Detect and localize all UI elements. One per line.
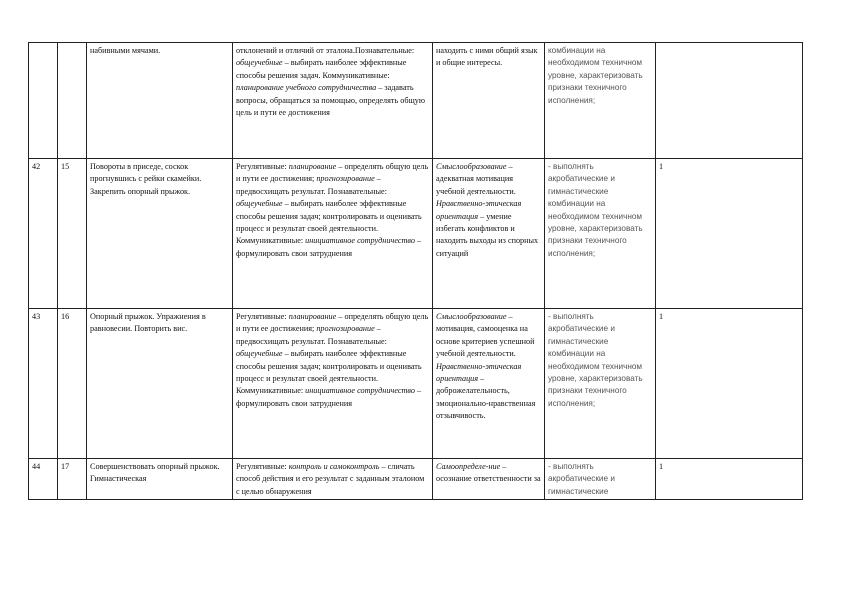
uud-regulatory-cell-segment: – предвосхищать результат. Познавательные: [236, 324, 387, 346]
personal-results-cell-segment: – адекватная мотивация учебной деятельности. [436, 162, 516, 196]
hours-cell: 1 [656, 309, 803, 459]
personal-results-cell-segment: Смыслообразование [436, 312, 507, 321]
uud-regulatory-cell-segment: инициативное сотрудничество [305, 386, 415, 396]
subject-skills-cell: - выполнять акробатические и гимнастические комбинации на необходимом техничном уровне, характеризовать признаки техничного исполнения; [545, 309, 656, 459]
table-row [29, 159, 803, 309]
uud-regulatory-cell-segment: Регулятивные: [236, 462, 289, 471]
table-row [29, 459, 803, 500]
row-number-cell [29, 43, 58, 159]
personal-results-cell [433, 459, 545, 500]
uud-regulatory-cell-segment: контроль и самоконтроль [288, 462, 380, 471]
hours-cell [656, 43, 803, 159]
personal-results-cell-segment: – умение избегать конфликтов и находить выходы из спорных ситуаций [436, 211, 539, 258]
uud-regulatory-cell-segment: – сличать способ действия и его результат с заданным эталоном с целью обнаружения [236, 462, 425, 496]
personal-results-cell [433, 43, 545, 159]
uud-regulatory-cell-segment: – предвосхищать результат. Познавательные: [236, 174, 387, 196]
personal-results-cell [433, 159, 545, 309]
uud-regulatory-cell-segment: Познавательные: [354, 46, 415, 55]
uud-regulatory-cell-segment: – задавать вопросы, обращаться за помощью, определять общую цель и пути ее достижения [236, 83, 426, 118]
uud-regulatory-cell-segment: общеучебные [236, 199, 283, 209]
personal-results-cell [433, 309, 545, 459]
subject-skills-cell: - выполнять акробатические и гимнастические [545, 459, 656, 500]
uud-regulatory-cell [233, 459, 433, 500]
table-body [29, 43, 803, 500]
subject-skills-cell: - выполнять акробатические и гимнастические комбинации на необходимом техничном уровне, характеризовать признаки техничного исполнения; [545, 159, 656, 309]
uud-regulatory-cell [233, 159, 433, 309]
uud-regulatory-cell-segment: инициативное сотрудничество [305, 236, 415, 246]
personal-results-cell-segment: Нравственно-этическая ориентация [436, 361, 522, 384]
uud-regulatory-cell-segment: – выбирать наиболее эффективные способы решения задач. Коммуникативные: [236, 58, 407, 80]
personal-results-cell-segment: – осознание ответственности за [436, 462, 541, 484]
personal-results-cell-segment: – доброжелательность, эмоционально-нравственная отзывчивость. [436, 374, 536, 421]
uud-regulatory-cell-segment: – определять общую цель и пути ее достижения; [236, 312, 429, 334]
uud-regulatory-cell-segment: Регулятивные: [236, 312, 289, 321]
lesson-topic-cell: набивными мячами. [87, 43, 233, 159]
uud-regulatory-cell-segment: планирование учебного сотрудничества [236, 83, 377, 93]
lesson-number-cell: 16 [58, 309, 87, 459]
uud-regulatory-cell-segment: планирование [288, 162, 337, 171]
uud-regulatory-cell-segment: планирование [288, 312, 337, 321]
uud-regulatory-cell-segment: – формулировать свои затруднения [236, 236, 422, 258]
personal-results-cell-segment: Самоопределе-ние [436, 462, 501, 471]
hours-cell: 1 [656, 159, 803, 309]
uud-regulatory-cell-segment: Регулятивные: [236, 162, 289, 171]
lesson-topic-cell: Опорный прыжок. Упражнения в равновесии. Повторить вис. [87, 309, 233, 459]
lesson-topic-cell: Повороты в приседе, соскок прогнувшись с рейки скамейки. Закрепить опорный прыжок. [87, 159, 233, 309]
uud-regulatory-cell-segment: прогнозирование [316, 324, 375, 334]
uud-regulatory-cell-segment: общеучебные [236, 58, 283, 68]
row-number-cell: 43 [29, 309, 58, 459]
personal-results-cell-segment: – мотивация, самооценка на основе критериев успешной учебной деятельности. [436, 312, 535, 359]
row-number-cell: 44 [29, 459, 58, 500]
lesson-topic-cell: Совершенствовать опорный прыжок. Гимнастическая [87, 459, 233, 500]
personal-results-cell-segment: Смыслообразование [436, 162, 507, 171]
uud-regulatory-cell-segment: – формулировать свои затруднения [236, 386, 422, 408]
table-row [29, 309, 803, 459]
uud-regulatory-cell-segment: – определять общую цель и пути ее достижения; [236, 162, 429, 184]
lesson-number-cell [58, 43, 87, 159]
lesson-number-cell: 17 [58, 459, 87, 500]
subject-skills-cell: комбинации на необходимом техничном уровне, характеризовать признаки техничного исполнения; [545, 43, 656, 159]
uud-regulatory-cell [233, 43, 433, 159]
uud-regulatory-cell-segment: прогнозирование [316, 174, 375, 184]
uud-regulatory-cell-segment: – выбирать наиболее эффективные способы решения задач; контролировать и оценивать процесс и результат своей деятельности. Коммуникативные: [236, 199, 422, 246]
row-number-cell: 42 [29, 159, 58, 309]
lesson-plan-table [28, 42, 803, 500]
lesson-number-cell: 15 [58, 159, 87, 309]
personal-results-cell-segment: находить с ними общий язык и общие интересы. [436, 46, 538, 68]
uud-regulatory-cell-segment: общеучебные [236, 349, 283, 359]
hours-cell: 1 [656, 459, 803, 500]
table-row [29, 43, 803, 159]
personal-results-cell-segment: Нравственно-этическая ориентация [436, 199, 522, 221]
uud-regulatory-cell-segment: отклонений и отличий от эталона. [236, 46, 355, 55]
uud-regulatory-cell-segment: – выбирать наиболее эффективные способы решения задач; контролировать и оценивать процесс и результат своей деятельности. Коммуникативные: [236, 349, 422, 396]
uud-regulatory-cell [233, 309, 433, 459]
